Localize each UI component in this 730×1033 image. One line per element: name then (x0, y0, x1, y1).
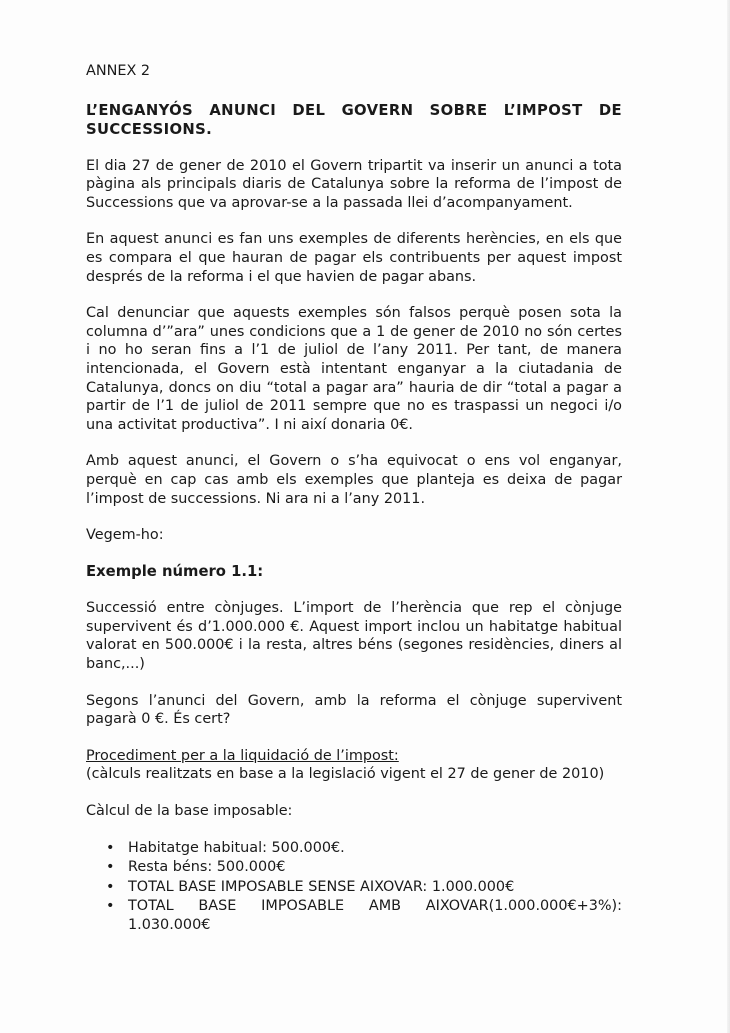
bullet-item-habitatge (106, 839, 622, 858)
procedure-heading: Procediment per a la liquidació de l’impost: (86, 747, 399, 764)
paragraph-1: El dia 27 de gener de 2010 el Govern tripartit va inserir un anunci a tota pàgina als principals diaris de Catalunya sobre la reforma de l’impost de Successions que va aprovar-se a la passada llei d’acompanyament. (86, 157, 622, 211)
document-title: L’ENGANYÓS ANUNCI DEL GOVERN SOBRE L’IMPOST DE SUCCESSIONS. (86, 101, 622, 138)
example-paragraph-1: Successió entre cònjuges. L’import de l’herència que rep el cònjuge supervivent és d’1.000.000 €. Aquest import inclou un habitatge habitual valorat en 500.000€ i la resta, altres béns (segones residències, diners al banc,...) (86, 600, 622, 673)
bullet-item-total-amb-aixovar (106, 897, 622, 934)
lead-in-text: Vegem-ho: (86, 527, 164, 544)
annex-label: ANNEX 2 (86, 63, 151, 79)
bullet-icon: • (106, 839, 115, 856)
bullet-icon: • (106, 878, 115, 895)
example-heading: Exemple número 1.1: (86, 562, 264, 580)
document-body (86, 62, 622, 936)
base-bullet-list (86, 839, 622, 935)
procedure-note: (càlculs realitzats en base a la legislació vigent el 27 de gener de 2010) (86, 766, 605, 783)
bullet-text: TOTAL BASE IMPOSABLE SENSE AIXOVAR: 1.000.000€ (128, 878, 515, 895)
bullet-text: Habitatge habitual: 500.000€. (128, 839, 345, 856)
bullet-item-total-sense-aixovar (106, 878, 622, 897)
bullet-text: TOTAL BASE IMPOSABLE AMB AIXOVAR(1.000.000€+3%): 1.030.000€ (128, 898, 622, 933)
paragraph-3: Cal denunciar que aquests exemples són falsos perquè posen sota la columna d’”ara” unes condicions que a 1 de gener de 2010 no són certes i no ho seran fins a l’1 de juliol de l’any 2011. Per tant, de manera intencionada, el Govern està intentant enganyar a la ciutadania de Catalunya, doncs on diu “total a pagar ara” hauria de dir “total a pagar a partir de l’1 de juliol de 2011 sempre que no es traspassi un negoci i/o una activitat productiva”. I ni així donaria 0€. (86, 305, 622, 433)
bullet-text: Resta béns: 500.000€ (128, 859, 286, 876)
paragraph-2: En aquest anunci es fan uns exemples de diferents herències, en els que es compara el que hauran de pagar els contribuents per aquest impost després de la reforma i el que havien de pagar abans. (86, 231, 622, 285)
example-paragraph-2: Segons l’anunci del Govern, amb la reforma el cònjuge supervivent pagarà 0 €. És cert? (86, 692, 622, 728)
bullet-icon: • (106, 859, 115, 876)
bullet-icon: • (106, 898, 115, 915)
bullet-item-resta (106, 858, 622, 877)
base-heading: Càlcul de la base imposable: (86, 803, 293, 820)
paragraph-4: Amb aquest anunci, el Govern o s’ha equivocat o ens vol enganyar, perquè en cap cas amb els exemples que planteja es deixa de pagar l’impost de successions. Ni ara ni a l’any 2011. (86, 453, 622, 507)
